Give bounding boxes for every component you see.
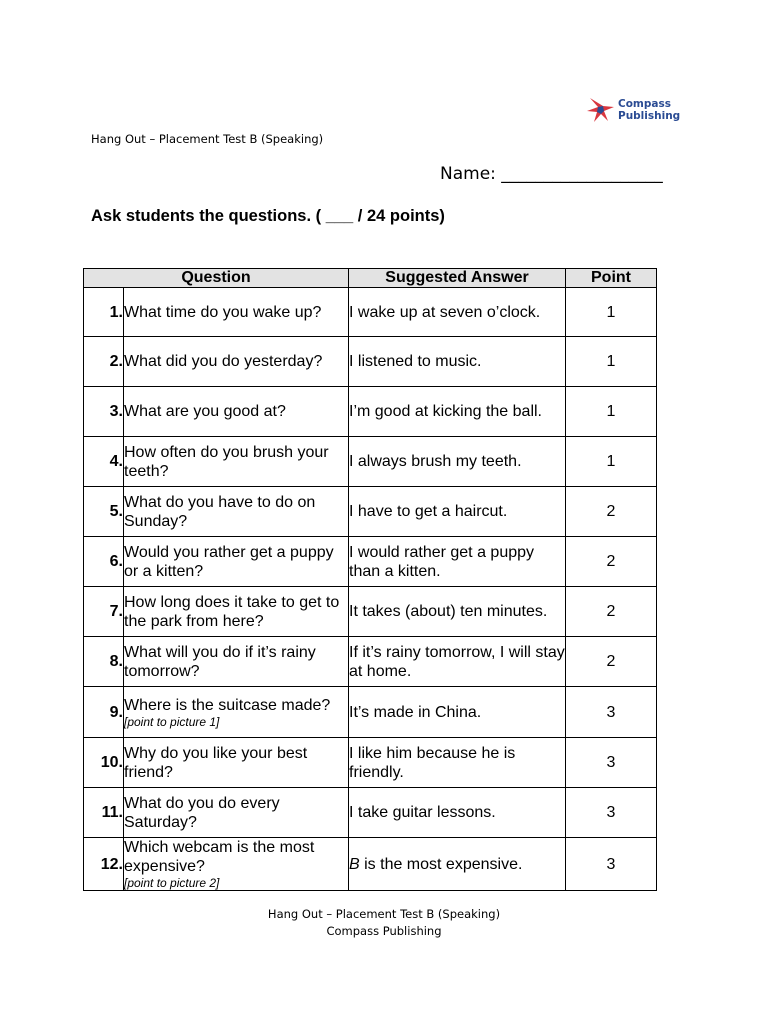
answer-cell <box>349 288 566 337</box>
table-row <box>84 587 657 637</box>
question-text: What did you do yesterday? <box>124 353 323 370</box>
question-cell <box>124 838 349 891</box>
question-text: How long does it take to get to the park from here? <box>124 593 340 630</box>
point-cell: 1 <box>566 387 657 437</box>
answer-text: I listened to music. <box>349 353 482 370</box>
answer-text: I like him because he is friendly. <box>349 744 516 781</box>
questions-table <box>83 268 657 891</box>
point-cell: 1 <box>566 288 657 337</box>
answer-cell <box>349 387 566 437</box>
question-cell <box>124 337 349 387</box>
footer-line-2: Compass Publishing <box>326 924 442 938</box>
question-text: What do you do every Saturday? <box>124 794 280 831</box>
point-cell: 3 <box>566 788 657 838</box>
logo-line-1: Compass <box>618 98 671 110</box>
answer-cell <box>349 587 566 637</box>
question-cell <box>124 487 349 537</box>
answer-text: I wake up at seven o’clock. <box>349 303 541 321</box>
question-text: Would you rather get a puppy or a kitten? <box>124 543 334 580</box>
table-body <box>84 288 657 891</box>
table-row <box>84 788 657 838</box>
answer-cell <box>349 487 566 537</box>
question-number: 8. <box>84 637 124 687</box>
point-cell: 3 <box>566 838 657 891</box>
question-cell <box>124 738 349 788</box>
answer-cell <box>349 687 566 738</box>
logo-line-2: Publishing <box>618 110 681 122</box>
question-number: 5. <box>84 487 124 537</box>
table-row <box>84 337 657 387</box>
table-header-row <box>84 269 657 288</box>
point-cell: 2 <box>566 537 657 587</box>
page-header: Hang Out – Placement Test B (Speaking) <box>91 132 324 146</box>
question-number: 7. <box>84 587 124 637</box>
point-cell: 2 <box>566 637 657 687</box>
question-text: How often do you brush your teeth? <box>124 443 329 480</box>
header-answer: Suggested Answer <box>349 269 566 288</box>
question-cell <box>124 437 349 487</box>
question-hint: [point to picture 2] <box>124 876 220 890</box>
question-cell <box>124 637 349 687</box>
question-number: 4. <box>84 437 124 487</box>
answer-text: is the most expensive. <box>359 855 523 873</box>
table-row <box>84 537 657 587</box>
answer-cell <box>349 537 566 587</box>
question-text: Where is the suitcase made? <box>124 696 331 714</box>
answer-cell <box>349 637 566 687</box>
answer-text: If it’s rainy tomorrow, I will stay at home. <box>349 643 565 680</box>
question-number: 6. <box>84 537 124 587</box>
answer-prefix: B <box>349 855 360 873</box>
name-label: Name: <box>440 164 496 184</box>
answer-cell <box>349 738 566 788</box>
point-cell: 1 <box>566 337 657 387</box>
question-cell <box>124 687 349 738</box>
answer-text: I always brush my teeth. <box>349 453 522 470</box>
name-blank: ___________________ <box>501 164 663 184</box>
table-row <box>84 838 657 891</box>
table-row <box>84 487 657 537</box>
table-row <box>84 687 657 738</box>
answer-cell <box>349 838 566 891</box>
question-number: 11. <box>84 788 124 838</box>
instructions: Ask students the questions. ( ___ / 24 points) <box>91 207 445 225</box>
question-text: Which webcam is the most expensive? <box>124 839 315 875</box>
question-text: Why do you like your best friend? <box>124 744 308 781</box>
page-footer <box>0 906 768 940</box>
question-number: 1. <box>84 288 124 337</box>
header-point: Point <box>566 269 657 288</box>
answer-text: It takes (about) ten minutes. <box>349 603 548 620</box>
answer-text: I take guitar lessons. <box>349 804 496 821</box>
table-row <box>84 387 657 437</box>
table-row <box>84 288 657 337</box>
table-row <box>84 738 657 788</box>
question-text: What time do you wake up? <box>124 303 322 321</box>
point-cell: 2 <box>566 487 657 537</box>
question-number: 2. <box>84 337 124 387</box>
question-cell <box>124 537 349 587</box>
question-text: What are you good at? <box>124 403 286 420</box>
point-cell: 3 <box>566 738 657 788</box>
question-text: What do you have to do on Sunday? <box>124 493 316 530</box>
footer-line-1: Hang Out – Placement Test B (Speaking) <box>267 907 501 921</box>
answer-cell <box>349 788 566 838</box>
question-number: 10. <box>84 738 124 788</box>
answer-text: I have to get a haircut. <box>349 503 508 520</box>
question-cell <box>124 788 349 838</box>
question-cell <box>124 288 349 337</box>
point-cell: 2 <box>566 587 657 637</box>
answer-cell <box>349 437 566 487</box>
compass-logo <box>584 90 680 130</box>
question-text: What will you do if it’s rainy tomorrow? <box>124 643 316 680</box>
question-number: 9. <box>84 687 124 738</box>
logo-text <box>618 98 680 122</box>
point-cell: 3 <box>566 687 657 738</box>
question-number: 12. <box>84 838 124 891</box>
answer-text: It’s made in China. <box>349 703 482 721</box>
answer-cell <box>349 337 566 387</box>
star-logo-icon <box>584 95 616 123</box>
table-row <box>84 637 657 687</box>
point-cell: 1 <box>566 437 657 487</box>
question-cell <box>124 387 349 437</box>
question-number: 3. <box>84 387 124 437</box>
question-cell <box>124 587 349 637</box>
answer-text: I’m good at kicking the ball. <box>349 403 542 420</box>
question-hint: [point to picture 1] <box>124 714 220 729</box>
name-field <box>440 164 663 184</box>
header-question: Question <box>84 269 349 288</box>
answer-text: I would rather get a puppy than a kitten. <box>349 543 535 580</box>
table-row <box>84 437 657 487</box>
